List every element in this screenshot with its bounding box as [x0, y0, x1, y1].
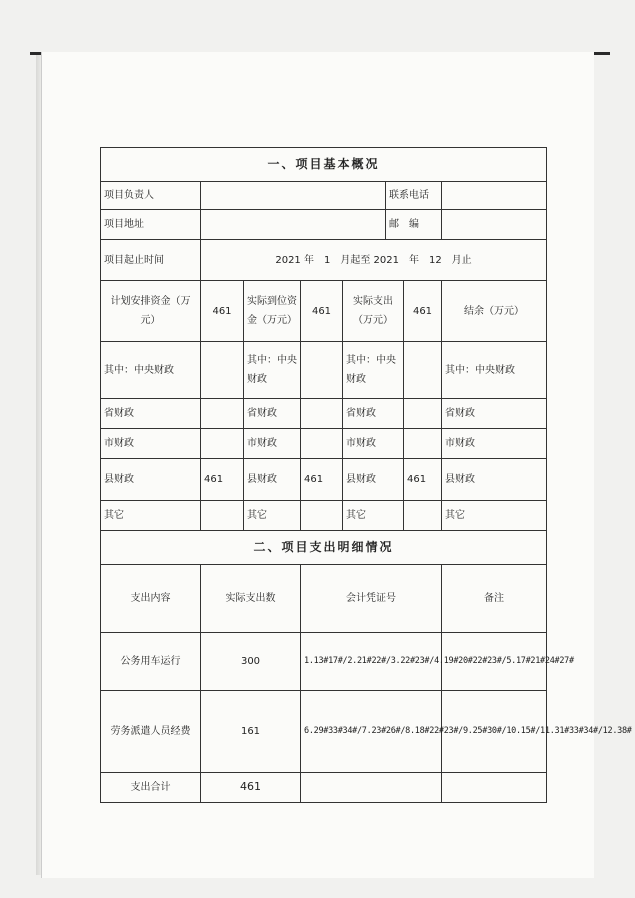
total-label: 支出合计 — [101, 773, 201, 803]
fund-source-label: 省财政 — [442, 399, 547, 429]
funds-row — [101, 399, 547, 429]
fund-source-value — [301, 342, 343, 399]
fund-source-label: 其它 — [442, 501, 547, 531]
fund-source-label: 其中：中央财政 — [343, 342, 404, 399]
funds-row — [101, 459, 547, 501]
fund-source-label: 市财政 — [244, 429, 301, 459]
fund-source-value — [301, 429, 343, 459]
fund-source-label: 省财政 — [244, 399, 301, 429]
expense-amount: 300 — [201, 633, 301, 691]
expense-vouchers: 1.13#17#/2.21#22#/3.22#23#/4.19#20#22#23#/5.17#21#24#27# — [301, 633, 442, 691]
fund-source-label: 市财政 — [343, 429, 404, 459]
phone-label: 联系电话 — [386, 182, 442, 210]
project-form-table — [100, 147, 632, 803]
fund-source-value: 461 — [404, 459, 442, 501]
expense-amount: 161 — [201, 691, 301, 773]
fund-source-value: 461 — [301, 459, 343, 501]
postcode-label: 邮 编 — [386, 210, 442, 240]
expense-vouchers: 6.29#33#34#/7.23#26#/8.18#22#23#/9.25#30#/10.15#/11.31#33#34#/12.38# — [301, 691, 442, 773]
section1-title: 一、项目基本概况 — [101, 148, 547, 182]
expense-row — [101, 633, 547, 691]
fund-source-label: 其中：中央财政 — [244, 342, 301, 399]
funds-row — [101, 501, 547, 531]
fund-source-label: 市财政 — [101, 429, 201, 459]
fund-source-value — [404, 501, 442, 531]
address-label: 项目地址 — [101, 210, 201, 240]
leader-value — [201, 182, 386, 210]
col-header-item: 支出内容 — [101, 565, 201, 633]
expense-item: 劳务派遣人员经费 — [101, 691, 201, 773]
fund-source-value — [301, 501, 343, 531]
col-header-vouchers: 会计凭证号 — [301, 565, 442, 633]
fund-source-label: 其它 — [244, 501, 301, 531]
actual-value: 461 — [301, 281, 343, 342]
fund-source-label: 县财政 — [343, 459, 404, 501]
total-note-empty — [442, 773, 547, 803]
period-label: 项目起止时间 — [101, 240, 201, 281]
fund-source-label: 县财政 — [101, 459, 201, 501]
balance-label: 结余（万元） — [442, 281, 547, 342]
funds-row — [101, 342, 547, 399]
fund-source-label: 县财政 — [442, 459, 547, 501]
fund-source-value — [301, 399, 343, 429]
actual-label: 实际到位资金（万元） — [244, 281, 301, 342]
fund-source-value: 461 — [201, 459, 244, 501]
fund-source-value — [404, 429, 442, 459]
spent-label: 实际支出（万元） — [343, 281, 404, 342]
fund-source-value — [201, 399, 244, 429]
fund-source-value — [201, 429, 244, 459]
fund-source-value — [201, 501, 244, 531]
total-value: 461 — [201, 773, 301, 803]
leader-label: 项目负责人 — [101, 182, 201, 210]
fund-source-label: 县财政 — [244, 459, 301, 501]
fund-source-label: 省财政 — [101, 399, 201, 429]
fund-source-value — [404, 342, 442, 399]
period-value: 2021 年 1 月起至 2021 年 12 月止 — [201, 240, 547, 281]
fund-source-label: 其中：中央财政 — [442, 342, 547, 399]
fund-source-label: 省财政 — [343, 399, 404, 429]
postcode-value — [442, 210, 547, 240]
spent-value: 461 — [404, 281, 442, 342]
planned-value: 461 — [201, 281, 244, 342]
expense-item: 公务用车运行 — [101, 633, 201, 691]
planned-label: 计划安排资金（万元） — [101, 281, 201, 342]
total-vouchers-empty — [301, 773, 442, 803]
expense-row — [101, 691, 547, 773]
fund-source-label: 其它 — [101, 501, 201, 531]
fund-source-value — [404, 399, 442, 429]
fund-source-label: 市财政 — [442, 429, 547, 459]
section2-title: 二、项目支出明细情况 — [101, 531, 547, 565]
total-row — [101, 773, 547, 803]
fund-source-label: 其它 — [343, 501, 404, 531]
address-value — [201, 210, 386, 240]
col-header-note: 备注 — [442, 565, 547, 633]
funds-row — [101, 429, 547, 459]
phone-value — [442, 182, 547, 210]
col-header-amount: 实际支出数 — [201, 565, 301, 633]
fund-source-value — [201, 342, 244, 399]
fund-source-label: 其中：中央财政 — [101, 342, 201, 399]
